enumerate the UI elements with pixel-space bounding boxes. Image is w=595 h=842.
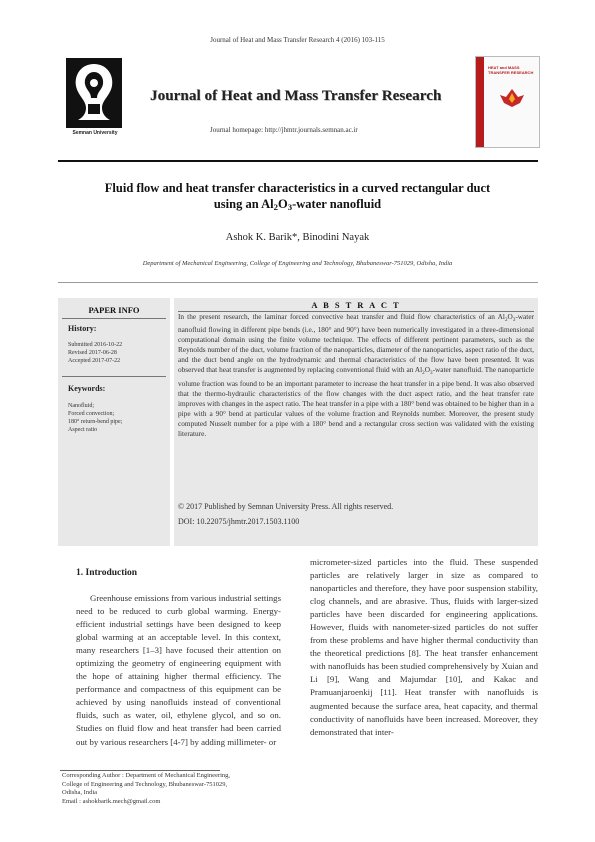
history-list: [68, 341, 122, 365]
footnote-email[interactable]: Email : ashokbarik.mech@gmail.com: [62, 797, 161, 805]
keyword-item: Nanofluid;: [68, 403, 94, 409]
header-rule: [58, 160, 538, 162]
body-text-column-left: Greenhouse emissions from various industrial settings need to be reduced to curb global warming. Energy-efficient industrial settings have been designed to keep global warming at an acceptable level. In this context, many researchers [1–3] have focused their attention on optimizing the geometry of engineering equipment with the hope of attaining higher thermal efficiency. The performance and compactness of this equipment can be achieved by using nanofluids instead of conventional fluids, such as water, oil, ethylene glycol, and so on. Studies on fluid flow and heat transfer had been carried out by various researchers [4-7] by adding millimeter- or: [76, 593, 281, 747]
cover-title: [488, 65, 533, 75]
cover-emblem-icon: [498, 87, 526, 109]
keywords-heading: Keywords:: [68, 384, 106, 393]
corresponding-author-footnote: [62, 772, 312, 806]
copyright-notice: © 2017 Published by Semnan University Press. All rights reserved.: [178, 502, 394, 511]
paper-info-heading: PAPER INFO: [88, 305, 140, 315]
footnote-line: Odisha, India: [62, 789, 98, 797]
keyword-item: Forced convection;: [68, 411, 115, 417]
keywords-list: [68, 402, 122, 434]
running-head: Journal of Heat and Mass Transfer Research 4 (2016) 103-115: [210, 36, 385, 44]
cover-band: [476, 57, 484, 147]
body-text-column-right: micrometer-sized particles into the fluid. These suspended particles are relatively larger in size as compared to nanoparticles and therefore, they have poor suspension stability, clog channels, and are abrasive. Thus, fluids with larger-sized particles have been discarded for engineering applications. However, fluids with nanometer-sized particles do not suffer from these problems and have higher thermal conductivity than the theoretical predictions [8]. The heat transfer enhancement with nanofluids has been studied comprehensively by Xuian and Li [9], Wang and Majumdar [10], and Kakac and Pramuanjaroenkij [11]. Heat transfer with nanofluids is augmented because the surface area, heat capacity, and thermal conductivity of nanofluids have been increased. Moreover, they demonstrated that inter-: [310, 557, 538, 737]
footnote-line: College of Engineering and Technology, Bhubaneswar-751029,: [62, 780, 228, 788]
cover-title-line2: TRANSFER RESEARCH: [488, 70, 534, 75]
history-item: Accepted 2017-07-22: [68, 358, 121, 364]
affiliation: Department of Mechanical Engineering, College of Engineering and Technology, Bhubaneswar-751029, Odisha, India: [142, 260, 453, 267]
keyword-item: 180° return-bend pipe;: [68, 419, 123, 425]
article-title: [60, 180, 535, 215]
abstract-heading: A B S T R A C T: [311, 300, 401, 310]
keyword-item: Aspect ratio: [68, 427, 98, 433]
divider: [62, 376, 166, 377]
cover-title-line1: HEAT and MASS: [488, 65, 520, 70]
footnote-rule: [60, 770, 220, 771]
history-heading: History:: [68, 324, 97, 333]
history-item: Revised 2017-06-28: [68, 350, 117, 356]
divider: [62, 318, 166, 319]
abstract-text: In the present research, the laminar forced convective heat transfer and fluid flow characteristics of an $Al_2O_3$-water nanofluid flowing in different pipe bends (i.e., 180° and 90°) have been numerically investigated in a three-dimensional computational domain using the finite volume technique. The effects of different pertinent parameters, such as the Reynolds number of the duct, volume fraction of the nanoparticles, diameter of the nanoparticles, aspect ratio of the duct, and the duct bend angle on the hydrodynamic and thermal characteristics of the flow have been presented. It was observed that heat transfer is augmented by replacing conventional fluid with an $Al_2O_3$-water nanofluid. The nanoparticle volume fraction was found to be an important parameter to increase the heat transfer in a pipe bend. It was also observed that the thermo-hydraulic characteristics of the flow changes with the duct aspect ratio, and the heat transfer rate improves with changes in the aspect ratio. The heat transfer in a pipe with a 180° bend was obtained to be higher than in a pipe with a 90° bend at particular values of the volume fraction and Reynolds number. Moreover, the present study computed Nusselt number for a pipe with a 180° bend and a rectangular cross section was validated with the existing literature.: [178, 312, 534, 439]
logo-caption: Semnan University: [72, 130, 118, 136]
doi[interactable]: DOI: 10.22075/jhmtr.2017.1503.1100: [178, 517, 300, 526]
journal-homepage[interactable]: Journal homepage: http://jhmtr.journals.semnan.ac.ir: [210, 126, 358, 134]
journal-title: Journal of Heat and Mass Transfer Research: [150, 88, 442, 104]
divider: [58, 282, 538, 283]
footnote-line: Corresponding Author : Department of Mechanical Engineering,: [62, 772, 231, 779]
journal-cover-thumbnail: [475, 56, 540, 148]
section-heading-introduction: 1. Introduction: [76, 568, 138, 578]
authors: Ashok K. Barik*, Binodini Nayak: [225, 232, 370, 243]
article-title-line1: Fluid flow and heat transfer characteristics in a curved rectangular duct: [104, 181, 491, 195]
history-item: Submitted 2016-10-22: [68, 342, 123, 348]
university-logo: [64, 56, 124, 130]
article-title-line2: using an $Al_2O_3$-water nanofluid: [213, 197, 382, 212]
